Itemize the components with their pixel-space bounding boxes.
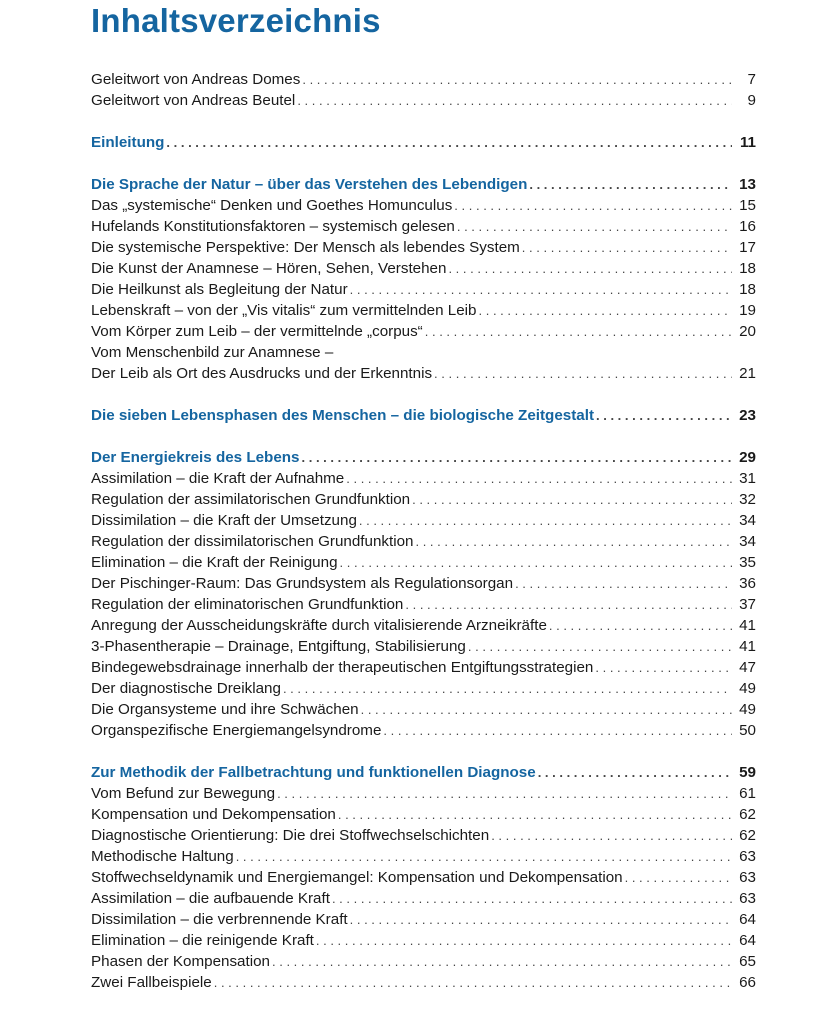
toc-entry-label: Regulation der eliminatorischen Grundfunktion bbox=[91, 596, 404, 613]
leader-dots bbox=[277, 783, 732, 804]
leader-dots bbox=[454, 195, 732, 216]
toc-entry-label: Vom Körper zum Leib – der vermittelnde „corpus“ bbox=[91, 323, 423, 340]
toc-entry[interactable] bbox=[91, 258, 756, 279]
toc-entry-page: 47 bbox=[739, 659, 756, 676]
toc-entry[interactable] bbox=[91, 531, 756, 552]
toc-chapter[interactable] bbox=[91, 405, 756, 426]
toc-entry-label: Assimilation – die aufbauende Kraft bbox=[91, 890, 330, 907]
toc-entry-label: Geleitwort von Andreas Beutel bbox=[91, 92, 296, 109]
toc-entry-page: 35 bbox=[739, 554, 756, 571]
leader-dots bbox=[479, 300, 733, 321]
leader-dots bbox=[383, 720, 732, 741]
leader-dots bbox=[350, 909, 732, 930]
toc-entry-label: Bindegewebsdrainage innerhalb der therapeutischen Entgiftungsstrategien bbox=[91, 659, 594, 676]
toc-entry-page: 49 bbox=[739, 701, 756, 718]
leader-dots bbox=[538, 762, 732, 783]
toc-entry-page: 41 bbox=[739, 617, 756, 634]
toc-entry[interactable] bbox=[91, 783, 756, 804]
leader-dots bbox=[350, 279, 732, 300]
toc-entry-page: 65 bbox=[739, 953, 756, 970]
toc-entry-page: 63 bbox=[739, 890, 756, 907]
toc-entry-page: 50 bbox=[739, 722, 756, 739]
leader-dots bbox=[405, 594, 732, 615]
toc-entry-label: Elimination – die Kraft der Reinigung bbox=[91, 554, 338, 571]
page-title: Inhaltsverzeichnis bbox=[91, 2, 381, 39]
leader-dots bbox=[338, 804, 732, 825]
leader-dots bbox=[457, 216, 732, 237]
leader-dots bbox=[283, 678, 732, 699]
toc-entry-label: Vom Befund zur Bewegung bbox=[91, 785, 276, 802]
leader-dots bbox=[316, 930, 732, 951]
toc-entry-label: Anregung der Ausscheidungskräfte durch vitalisierende Arzneikräfte bbox=[91, 617, 547, 634]
leader-dots bbox=[302, 447, 732, 468]
toc-entry-page: 63 bbox=[739, 848, 756, 865]
toc-entry[interactable] bbox=[91, 573, 756, 594]
toc-entry[interactable] bbox=[91, 468, 756, 489]
toc-entry-label: Dissimilation – die Kraft der Umsetzung bbox=[91, 512, 357, 529]
toc-chapter-label: Die sieben Lebensphasen des Menschen – die biologische Zeitgestalt bbox=[91, 407, 595, 424]
toc-section-front bbox=[91, 69, 756, 111]
toc-entry[interactable] bbox=[91, 888, 756, 909]
toc-entry-label: Organspezifische Energiemangelsyndrome bbox=[91, 722, 382, 739]
toc-entry[interactable] bbox=[91, 678, 756, 699]
toc-entry-page: 36 bbox=[739, 575, 756, 592]
toc-entry-label: Diagnostische Orientierung: Die drei Stoffwechselschichten bbox=[91, 827, 490, 844]
leader-dots bbox=[468, 636, 732, 657]
toc-entry[interactable] bbox=[91, 699, 756, 720]
leader-dots bbox=[214, 972, 732, 993]
toc-entry[interactable] bbox=[91, 489, 756, 510]
toc-entry[interactable] bbox=[91, 930, 756, 951]
toc-entry-label: Elimination – die reinigende Kraft bbox=[91, 932, 314, 949]
leader-dots bbox=[491, 825, 732, 846]
leader-dots bbox=[515, 573, 732, 594]
toc-entry-page: 41 bbox=[739, 638, 756, 655]
toc-section-energiekreis bbox=[91, 447, 756, 741]
toc-entry[interactable] bbox=[91, 510, 756, 531]
leader-dots bbox=[549, 615, 732, 636]
toc-entry[interactable] bbox=[91, 237, 756, 258]
toc-entry[interactable] bbox=[91, 69, 756, 90]
leader-dots bbox=[302, 69, 732, 90]
leader-dots bbox=[596, 405, 732, 426]
leader-dots bbox=[332, 888, 732, 909]
toc-entry-label: Regulation der dissimilatorischen Grundfunktion bbox=[91, 533, 414, 550]
toc-entry[interactable] bbox=[91, 804, 756, 825]
toc-entry-label: Zwei Fallbeispiele bbox=[91, 974, 212, 991]
toc-chapter-page: 59 bbox=[739, 764, 756, 781]
toc-chapter-page: 13 bbox=[739, 176, 756, 193]
leader-dots bbox=[415, 531, 732, 552]
toc-entry-label: Hufelands Konstitutionsfaktoren – systemisch gelesen bbox=[91, 218, 455, 235]
leader-dots bbox=[412, 489, 732, 510]
toc-entry-page: 34 bbox=[739, 533, 756, 550]
toc-entry-page: 20 bbox=[739, 323, 756, 340]
toc-entry[interactable] bbox=[91, 951, 756, 972]
toc-chapter[interactable] bbox=[91, 174, 756, 195]
toc-entry-page: 62 bbox=[739, 827, 756, 844]
toc-entry-label: Der Leib als Ort des Ausdrucks und der Erkenntnis bbox=[91, 365, 433, 382]
toc-chapter-label: Die Sprache der Natur – über das Verstehen des Lebendigen bbox=[91, 176, 528, 193]
toc-chapter-label: Der Energiekreis des Lebens bbox=[91, 449, 300, 466]
leader-dots bbox=[425, 321, 732, 342]
toc-entry-page: 18 bbox=[739, 281, 756, 298]
leader-dots bbox=[272, 951, 732, 972]
toc-entry[interactable] bbox=[91, 552, 756, 573]
toc-entry[interactable] bbox=[91, 867, 756, 888]
toc-entry-page: 9 bbox=[747, 92, 756, 109]
toc-entry-label: Der diagnostische Dreiklang bbox=[91, 680, 281, 697]
toc-entry[interactable] bbox=[91, 216, 756, 237]
toc-entry-label: Vom Menschenbild zur Anamnese – bbox=[91, 344, 334, 361]
toc-chapter[interactable] bbox=[91, 447, 756, 468]
toc-entry[interactable] bbox=[91, 636, 756, 657]
toc-entry[interactable] bbox=[91, 90, 756, 111]
leader-dots bbox=[595, 657, 732, 678]
toc-entry[interactable] bbox=[91, 825, 756, 846]
leader-dots bbox=[359, 510, 732, 531]
toc-entry[interactable] bbox=[91, 972, 756, 993]
toc-entry-page: 21 bbox=[739, 365, 756, 382]
toc-entry-label: Dissimilation – die verbrennende Kraft bbox=[91, 911, 348, 928]
toc-entry-page: 15 bbox=[739, 197, 756, 214]
toc-entry-label: Stoffwechseldynamik und Energiemangel: Kompensation und Dekompensation bbox=[91, 869, 623, 886]
toc-entry-label: 3-Phasentherapie – Drainage, Entgiftung, Stabilisierung bbox=[91, 638, 466, 655]
toc-entry[interactable] bbox=[91, 279, 756, 300]
leader-dots bbox=[236, 846, 732, 867]
toc-entry-page: 64 bbox=[739, 911, 756, 928]
toc-entry[interactable] bbox=[91, 615, 756, 636]
toc-section-sprache bbox=[91, 174, 756, 384]
toc-entry-page: 37 bbox=[739, 596, 756, 613]
toc-entry-label: Die systemische Perspektive: Der Mensch als lebendes System bbox=[91, 239, 520, 256]
toc-entry-page: 64 bbox=[739, 932, 756, 949]
leader-dots bbox=[434, 363, 732, 384]
toc-chapter-label: Zur Methodik der Fallbetrachtung und funktionellen Diagnose bbox=[91, 764, 536, 781]
toc-entry-label: Phasen der Kompensation bbox=[91, 953, 270, 970]
toc-chapter[interactable] bbox=[91, 762, 756, 783]
leader-dots bbox=[522, 237, 732, 258]
toc-entry-page: 19 bbox=[739, 302, 756, 319]
toc-entry-page: 61 bbox=[739, 785, 756, 802]
toc-entry[interactable] bbox=[91, 195, 756, 216]
leader-dots bbox=[346, 468, 732, 489]
toc-entry[interactable] bbox=[91, 846, 756, 867]
toc-entry-label: Das „systemische“ Denken und Goethes Homunculus bbox=[91, 197, 453, 214]
leader-dots bbox=[625, 867, 732, 888]
toc-entry[interactable] bbox=[91, 594, 756, 615]
toc-entry-label: Die Kunst der Anamnese – Hören, Sehen, Verstehen bbox=[91, 260, 447, 277]
toc-entry-label: Die Heilkunst als Begleitung der Natur bbox=[91, 281, 348, 298]
toc-chapter-page: 29 bbox=[739, 449, 756, 466]
toc-entry-page: 16 bbox=[739, 218, 756, 235]
leader-dots bbox=[448, 258, 732, 279]
toc-entry[interactable] bbox=[91, 909, 756, 930]
toc-entry-label: Lebenskraft – von der „Vis vitalis“ zum vermittelnden Leib bbox=[91, 302, 477, 319]
toc-entry-label: Geleitwort von Andreas Domes bbox=[91, 71, 301, 88]
toc-chapter-label: Einleitung bbox=[91, 134, 165, 151]
toc-entry-page: 18 bbox=[739, 260, 756, 277]
toc-entry-page: 34 bbox=[739, 512, 756, 529]
toc-entry-label: Die Organsysteme und ihre Schwächen bbox=[91, 701, 359, 718]
toc-section-methodik bbox=[91, 762, 756, 993]
toc-section-lebensphasen bbox=[91, 405, 756, 426]
toc-entry-page: 66 bbox=[739, 974, 756, 991]
leader-dots bbox=[529, 174, 732, 195]
toc-entry-page: 63 bbox=[739, 869, 756, 886]
toc-section-einleitung bbox=[91, 132, 756, 153]
toc-entry[interactable] bbox=[91, 720, 756, 741]
toc-entry[interactable] bbox=[91, 657, 756, 678]
leader-dots bbox=[340, 552, 732, 573]
toc-entry[interactable] bbox=[91, 300, 756, 321]
toc-entry-page: 32 bbox=[739, 491, 756, 508]
table-of-contents bbox=[91, 69, 756, 1014]
toc-entry-label: Kompensation und Dekompensation bbox=[91, 806, 336, 823]
toc-entry-page: 17 bbox=[739, 239, 756, 256]
toc-entry-page: 62 bbox=[739, 806, 756, 823]
leader-dots bbox=[361, 699, 732, 720]
toc-entry[interactable] bbox=[91, 321, 756, 342]
toc-entry-page: 49 bbox=[739, 680, 756, 697]
toc-entry-label: Der Pischinger-Raum: Das Grundsystem als Regulationsorgan bbox=[91, 575, 514, 592]
toc-entry-page: 7 bbox=[747, 71, 756, 88]
toc-chapter[interactable] bbox=[91, 132, 756, 153]
toc-entry-label: Regulation der assimilatorischen Grundfunktion bbox=[91, 491, 411, 508]
toc-entry-line1[interactable] bbox=[91, 342, 756, 363]
toc-chapter-page: 11 bbox=[739, 134, 756, 151]
toc-entry-page: 31 bbox=[739, 470, 756, 487]
toc-entry-line2[interactable] bbox=[91, 363, 756, 384]
toc-chapter-page: 23 bbox=[739, 407, 756, 424]
toc-entry-label: Assimilation – die Kraft der Aufnahme bbox=[91, 470, 345, 487]
leader-dots bbox=[297, 90, 732, 111]
leader-dots bbox=[166, 132, 732, 153]
toc-entry-label: Methodische Haltung bbox=[91, 848, 234, 865]
